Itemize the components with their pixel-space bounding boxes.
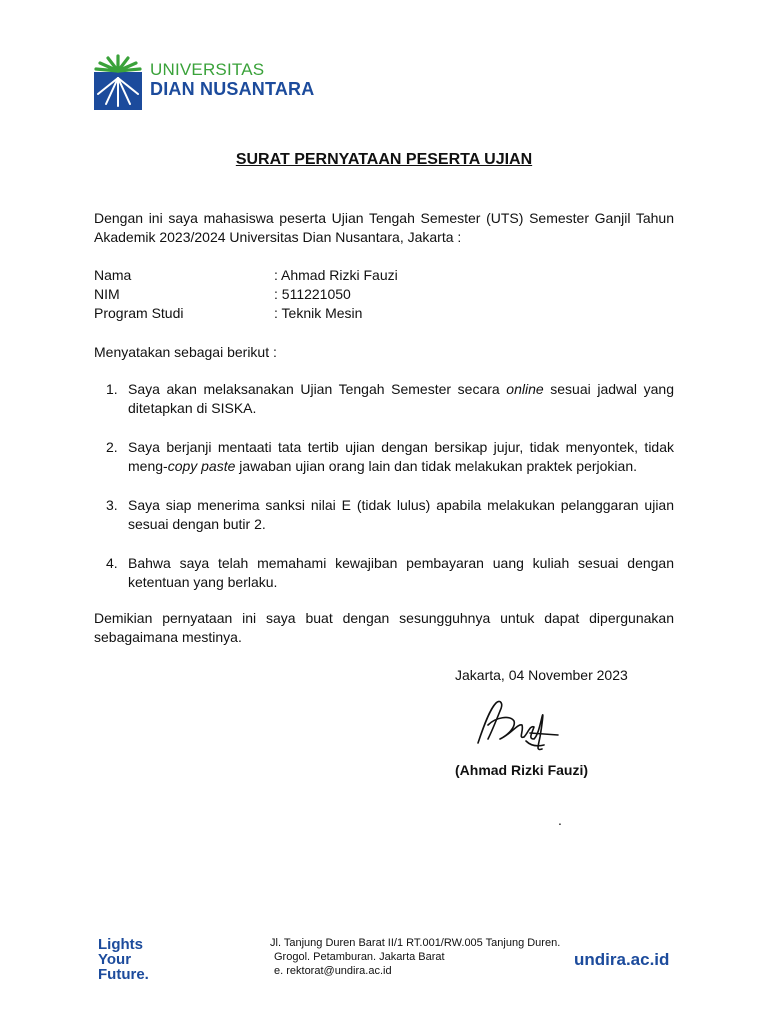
- address-line-1: Jl. Tanjung Duren Barat II/1 RT.001/RW.005 Tanjung Duren.: [270, 937, 561, 949]
- item-text-part: Saya berjanji mentaati tata tertib ujian dengan bersikap jujur, tidak menyontek, tidak meng-: [128, 439, 674, 474]
- item-text-part: jawaban ujian orang lain dan tidak melakukan praktek perjokian.: [235, 458, 637, 474]
- item-number: 2.: [106, 439, 118, 455]
- item-text-emphasis: copy paste: [167, 458, 236, 474]
- item-number: 4.: [106, 555, 118, 571]
- field-label-nim: NIM: [94, 286, 120, 302]
- tagline-line-2: Your: [98, 951, 132, 968]
- item-text-part: sesuai jadwal yang ditetapkan di SISKA.: [128, 381, 674, 416]
- field-value-nim: : 511221050: [274, 286, 351, 302]
- item-text-part: Saya akan melaksanakan Ujian Tengah Semester secara: [128, 381, 507, 397]
- signing-date: Jakarta, 04 November 2023: [455, 667, 628, 683]
- intro-paragraph: Dengan ini saya mahasiswa peserta Ujian Tengah Semester (UTS) Semester Ganjil Tahun Akademik 2023/2024 Universitas Dian Nusantara, Jakarta :: [94, 210, 674, 245]
- item-text-part: Bahwa saya telah memahami kewajiban pembayaran uang kuliah sesuai dengan ketentuan yang berlaku.: [128, 555, 674, 590]
- item-number: 3.: [106, 497, 118, 513]
- stray-dot: .: [558, 812, 562, 828]
- declaration-item-4: [94, 554, 674, 592]
- item-text: [128, 554, 674, 592]
- field-value-nama: : Ahmad Rizki Fauzi: [274, 267, 398, 283]
- item-text-emphasis: online: [506, 381, 544, 397]
- logo-line-universitas: UNIVERSITAS: [150, 60, 265, 79]
- item-text: [128, 380, 674, 418]
- item-text: [128, 496, 674, 534]
- footer-website: undira.ac.id: [574, 950, 670, 969]
- footer-tagline: [98, 937, 149, 982]
- declaration-heading: Menyatakan sebagai berikut :: [94, 344, 277, 360]
- logo-line-dian-nusantara: DIAN NUSANTARA: [150, 79, 315, 99]
- university-logo-icon: [94, 54, 142, 110]
- signer-name: (Ahmad Rizki Fauzi): [455, 762, 589, 778]
- declaration-item-3: [94, 496, 674, 534]
- field-nama: [94, 266, 398, 285]
- field-nim: [94, 285, 351, 304]
- document-title: SURAT PERNYATAAN PESERTA UJIAN: [235, 151, 533, 168]
- tagline-line-3: Future.: [98, 966, 149, 983]
- field-label-nama: Nama: [94, 267, 132, 283]
- tagline-line-1: Lights: [98, 936, 143, 953]
- field-label-program-studi: Program Studi: [94, 305, 184, 321]
- declaration-item-1: [94, 380, 674, 418]
- field-value-program-studi: : Teknik Mesin: [274, 305, 363, 321]
- item-number: 1.: [106, 381, 118, 397]
- address-line-2: Grogol. Petamburan. Jakarta Barat: [274, 951, 445, 963]
- footer-email: e. rektorat@undira.ac.id: [274, 965, 392, 977]
- item-text-part: Saya siap menerima sanksi nilai E (tidak lulus) apabila melakukan pelanggaran ujian sesuai dengan butir 2.: [128, 497, 674, 532]
- item-text: [128, 438, 674, 476]
- declaration-item-2: [94, 438, 674, 476]
- closing-paragraph: Demikian pernyataan ini saya buat dengan sesungguhnya untuk dapat dipergunakan sebagaimana mestinya.: [94, 610, 674, 645]
- field-program-studi: [94, 304, 362, 323]
- university-logo-text: [150, 61, 314, 98]
- handwritten-signature: [470, 695, 560, 757]
- footer-address: [270, 936, 560, 978]
